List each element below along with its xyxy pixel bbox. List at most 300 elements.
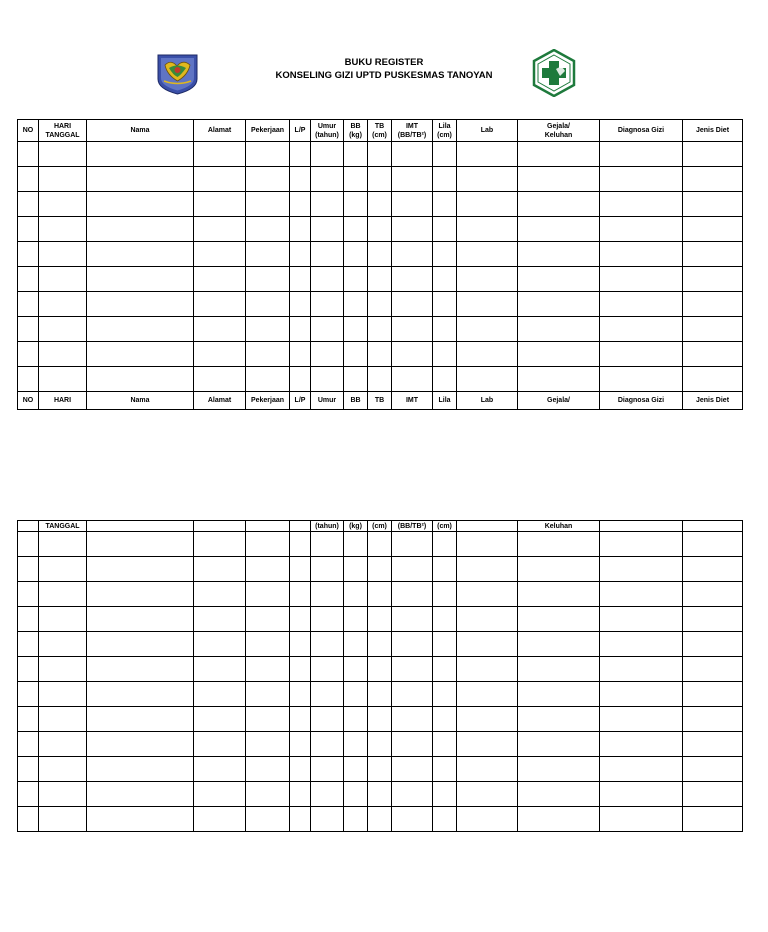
table-cell[interactable] xyxy=(87,342,194,367)
table-cell[interactable] xyxy=(194,367,246,392)
table-cell[interactable] xyxy=(87,782,194,807)
table-cell[interactable] xyxy=(311,782,344,807)
table-cell[interactable] xyxy=(433,532,457,557)
table-cell[interactable] xyxy=(457,267,518,292)
table-cell[interactable] xyxy=(290,367,311,392)
table-cell[interactable] xyxy=(600,532,683,557)
table-cell[interactable] xyxy=(87,317,194,342)
table-cell[interactable] xyxy=(518,582,600,607)
table-cell[interactable] xyxy=(344,142,368,167)
table-cell[interactable] xyxy=(344,192,368,217)
table-cell[interactable] xyxy=(246,632,290,657)
table-cell[interactable] xyxy=(392,782,433,807)
table-cell[interactable] xyxy=(311,557,344,582)
table-cell[interactable] xyxy=(194,632,246,657)
table-cell[interactable] xyxy=(368,342,392,367)
table-cell[interactable] xyxy=(368,732,392,757)
table-cell[interactable] xyxy=(311,192,344,217)
table-cell[interactable] xyxy=(392,192,433,217)
table-cell[interactable] xyxy=(87,732,194,757)
table-cell[interactable] xyxy=(392,167,433,192)
table-cell[interactable] xyxy=(18,757,39,782)
table-cell[interactable] xyxy=(290,217,311,242)
table-cell[interactable] xyxy=(368,757,392,782)
table-cell[interactable] xyxy=(311,292,344,317)
table-cell[interactable] xyxy=(246,557,290,582)
table-cell[interactable] xyxy=(392,342,433,367)
table-cell[interactable] xyxy=(392,607,433,632)
table-cell[interactable] xyxy=(344,582,368,607)
table-cell[interactable] xyxy=(39,532,87,557)
table-cell[interactable] xyxy=(683,292,743,317)
table-cell[interactable] xyxy=(344,607,368,632)
table-cell[interactable] xyxy=(290,807,311,832)
table-cell[interactable] xyxy=(311,657,344,682)
table-cell[interactable] xyxy=(600,167,683,192)
table-cell[interactable] xyxy=(600,367,683,392)
table-cell[interactable] xyxy=(433,582,457,607)
table-cell[interactable] xyxy=(683,582,743,607)
table-cell[interactable] xyxy=(433,167,457,192)
table-cell[interactable] xyxy=(392,807,433,832)
table-cell[interactable] xyxy=(368,782,392,807)
table-cell[interactable] xyxy=(290,607,311,632)
table-cell[interactable] xyxy=(368,657,392,682)
table-cell[interactable] xyxy=(368,192,392,217)
table-cell[interactable] xyxy=(87,217,194,242)
table-cell[interactable] xyxy=(368,707,392,732)
table-cell[interactable] xyxy=(87,707,194,732)
table-cell[interactable] xyxy=(311,757,344,782)
table-cell[interactable] xyxy=(392,632,433,657)
table-cell[interactable] xyxy=(392,532,433,557)
table-cell[interactable] xyxy=(311,682,344,707)
table-cell[interactable] xyxy=(368,267,392,292)
table-cell[interactable] xyxy=(518,732,600,757)
table-cell[interactable] xyxy=(457,757,518,782)
table-cell[interactable] xyxy=(600,757,683,782)
table-cell[interactable] xyxy=(683,142,743,167)
table-cell[interactable] xyxy=(392,582,433,607)
table-cell[interactable] xyxy=(194,707,246,732)
table-cell[interactable] xyxy=(311,342,344,367)
table-cell[interactable] xyxy=(368,317,392,342)
table-cell[interactable] xyxy=(18,682,39,707)
table-cell[interactable] xyxy=(246,757,290,782)
table-cell[interactable] xyxy=(518,317,600,342)
table-cell[interactable] xyxy=(344,167,368,192)
table-cell[interactable] xyxy=(246,607,290,632)
table-cell[interactable] xyxy=(344,557,368,582)
table-cell[interactable] xyxy=(683,367,743,392)
table-cell[interactable] xyxy=(194,582,246,607)
table-cell[interactable] xyxy=(683,807,743,832)
table-cell[interactable] xyxy=(683,607,743,632)
table-cell[interactable] xyxy=(39,167,87,192)
table-cell[interactable] xyxy=(246,532,290,557)
table-cell[interactable] xyxy=(392,292,433,317)
table-cell[interactable] xyxy=(433,807,457,832)
table-cell[interactable] xyxy=(194,732,246,757)
table-cell[interactable] xyxy=(600,217,683,242)
table-cell[interactable] xyxy=(18,582,39,607)
table-cell[interactable] xyxy=(518,217,600,242)
table-cell[interactable] xyxy=(39,782,87,807)
table-cell[interactable] xyxy=(433,292,457,317)
table-cell[interactable] xyxy=(290,292,311,317)
table-cell[interactable] xyxy=(368,557,392,582)
table-cell[interactable] xyxy=(392,757,433,782)
table-cell[interactable] xyxy=(87,167,194,192)
table-cell[interactable] xyxy=(87,532,194,557)
table-cell[interactable] xyxy=(683,532,743,557)
table-cell[interactable] xyxy=(311,242,344,267)
table-cell[interactable] xyxy=(392,267,433,292)
table-cell[interactable] xyxy=(87,142,194,167)
table-cell[interactable] xyxy=(18,142,39,167)
table-cell[interactable] xyxy=(290,657,311,682)
table-cell[interactable] xyxy=(39,192,87,217)
table-cell[interactable] xyxy=(600,242,683,267)
table-cell[interactable] xyxy=(600,582,683,607)
table-cell[interactable] xyxy=(600,732,683,757)
table-cell[interactable] xyxy=(194,342,246,367)
table-cell[interactable] xyxy=(246,167,290,192)
table-cell[interactable] xyxy=(433,607,457,632)
table-cell[interactable] xyxy=(18,732,39,757)
table-cell[interactable] xyxy=(518,557,600,582)
table-cell[interactable] xyxy=(18,292,39,317)
table-cell[interactable] xyxy=(368,582,392,607)
table-cell[interactable] xyxy=(39,242,87,267)
table-cell[interactable] xyxy=(600,707,683,732)
table-cell[interactable] xyxy=(368,367,392,392)
table-cell[interactable] xyxy=(290,532,311,557)
table-cell[interactable] xyxy=(290,757,311,782)
table-cell[interactable] xyxy=(290,192,311,217)
table-cell[interactable] xyxy=(246,367,290,392)
table-cell[interactable] xyxy=(344,267,368,292)
table-cell[interactable] xyxy=(433,192,457,217)
table-cell[interactable] xyxy=(518,632,600,657)
table-cell[interactable] xyxy=(600,782,683,807)
table-cell[interactable] xyxy=(87,632,194,657)
table-cell[interactable] xyxy=(39,292,87,317)
table-cell[interactable] xyxy=(18,807,39,832)
table-cell[interactable] xyxy=(344,682,368,707)
table-cell[interactable] xyxy=(87,757,194,782)
table-cell[interactable] xyxy=(433,757,457,782)
table-cell[interactable] xyxy=(344,707,368,732)
table-cell[interactable] xyxy=(344,342,368,367)
table-cell[interactable] xyxy=(457,532,518,557)
table-cell[interactable] xyxy=(518,192,600,217)
table-cell[interactable] xyxy=(311,367,344,392)
table-cell[interactable] xyxy=(392,657,433,682)
table-cell[interactable] xyxy=(194,317,246,342)
table-cell[interactable] xyxy=(87,682,194,707)
table-cell[interactable] xyxy=(518,657,600,682)
table-cell[interactable] xyxy=(600,632,683,657)
table-cell[interactable] xyxy=(344,782,368,807)
table-cell[interactable] xyxy=(344,807,368,832)
table-cell[interactable] xyxy=(683,732,743,757)
table-cell[interactable] xyxy=(368,292,392,317)
table-cell[interactable] xyxy=(194,167,246,192)
table-cell[interactable] xyxy=(18,532,39,557)
table-cell[interactable] xyxy=(683,682,743,707)
table-cell[interactable] xyxy=(87,807,194,832)
table-cell[interactable] xyxy=(518,367,600,392)
table-cell[interactable] xyxy=(194,142,246,167)
table-cell[interactable] xyxy=(18,707,39,732)
table-cell[interactable] xyxy=(194,807,246,832)
table-cell[interactable] xyxy=(246,657,290,682)
table-cell[interactable] xyxy=(368,632,392,657)
table-cell[interactable] xyxy=(194,682,246,707)
table-cell[interactable] xyxy=(246,807,290,832)
table-cell[interactable] xyxy=(344,367,368,392)
table-cell[interactable] xyxy=(39,367,87,392)
table-cell[interactable] xyxy=(311,267,344,292)
table-cell[interactable] xyxy=(683,342,743,367)
table-cell[interactable] xyxy=(18,367,39,392)
table-cell[interactable] xyxy=(311,217,344,242)
table-cell[interactable] xyxy=(87,582,194,607)
table-cell[interactable] xyxy=(683,242,743,267)
table-cell[interactable] xyxy=(600,657,683,682)
table-cell[interactable] xyxy=(246,142,290,167)
table-cell[interactable] xyxy=(194,217,246,242)
table-cell[interactable] xyxy=(457,782,518,807)
table-cell[interactable] xyxy=(600,292,683,317)
table-cell[interactable] xyxy=(457,342,518,367)
table-cell[interactable] xyxy=(683,317,743,342)
table-cell[interactable] xyxy=(39,807,87,832)
table-cell[interactable] xyxy=(18,217,39,242)
table-cell[interactable] xyxy=(457,657,518,682)
table-cell[interactable] xyxy=(194,292,246,317)
table-cell[interactable] xyxy=(246,242,290,267)
table-cell[interactable] xyxy=(683,192,743,217)
table-cell[interactable] xyxy=(600,607,683,632)
table-cell[interactable] xyxy=(518,782,600,807)
table-cell[interactable] xyxy=(368,807,392,832)
table-cell[interactable] xyxy=(518,682,600,707)
table-cell[interactable] xyxy=(683,657,743,682)
table-cell[interactable] xyxy=(518,757,600,782)
table-cell[interactable] xyxy=(433,657,457,682)
table-cell[interactable] xyxy=(457,192,518,217)
table-cell[interactable] xyxy=(39,582,87,607)
table-cell[interactable] xyxy=(457,167,518,192)
table-cell[interactable] xyxy=(87,242,194,267)
table-cell[interactable] xyxy=(518,607,600,632)
table-cell[interactable] xyxy=(600,267,683,292)
table-cell[interactable] xyxy=(39,632,87,657)
table-cell[interactable] xyxy=(194,192,246,217)
table-cell[interactable] xyxy=(194,242,246,267)
table-cell[interactable] xyxy=(433,242,457,267)
table-cell[interactable] xyxy=(368,682,392,707)
table-cell[interactable] xyxy=(392,142,433,167)
table-cell[interactable] xyxy=(18,557,39,582)
table-cell[interactable] xyxy=(290,732,311,757)
table-cell[interactable] xyxy=(433,632,457,657)
table-cell[interactable] xyxy=(39,342,87,367)
table-cell[interactable] xyxy=(457,607,518,632)
table-cell[interactable] xyxy=(457,317,518,342)
table-cell[interactable] xyxy=(518,167,600,192)
table-cell[interactable] xyxy=(457,217,518,242)
table-cell[interactable] xyxy=(433,142,457,167)
table-cell[interactable] xyxy=(344,317,368,342)
table-cell[interactable] xyxy=(246,582,290,607)
table-cell[interactable] xyxy=(392,367,433,392)
table-cell[interactable] xyxy=(311,532,344,557)
table-cell[interactable] xyxy=(368,217,392,242)
table-cell[interactable] xyxy=(392,242,433,267)
table-cell[interactable] xyxy=(39,657,87,682)
table-cell[interactable] xyxy=(457,557,518,582)
table-cell[interactable] xyxy=(39,317,87,342)
table-cell[interactable] xyxy=(600,557,683,582)
table-cell[interactable] xyxy=(518,707,600,732)
table-cell[interactable] xyxy=(246,682,290,707)
table-cell[interactable] xyxy=(683,782,743,807)
table-cell[interactable] xyxy=(311,707,344,732)
table-cell[interactable] xyxy=(344,657,368,682)
table-cell[interactable] xyxy=(290,582,311,607)
table-cell[interactable] xyxy=(518,142,600,167)
table-cell[interactable] xyxy=(457,142,518,167)
table-cell[interactable] xyxy=(311,807,344,832)
table-cell[interactable] xyxy=(344,532,368,557)
table-cell[interactable] xyxy=(87,292,194,317)
table-cell[interactable] xyxy=(518,532,600,557)
table-cell[interactable] xyxy=(39,682,87,707)
table-cell[interactable] xyxy=(600,682,683,707)
table-cell[interactable] xyxy=(290,242,311,267)
table-cell[interactable] xyxy=(392,217,433,242)
table-cell[interactable] xyxy=(518,342,600,367)
table-cell[interactable] xyxy=(290,632,311,657)
table-cell[interactable] xyxy=(290,142,311,167)
table-cell[interactable] xyxy=(246,342,290,367)
table-cell[interactable] xyxy=(683,267,743,292)
table-cell[interactable] xyxy=(344,217,368,242)
table-cell[interactable] xyxy=(18,607,39,632)
table-cell[interactable] xyxy=(39,732,87,757)
table-cell[interactable] xyxy=(290,707,311,732)
table-cell[interactable] xyxy=(311,167,344,192)
table-cell[interactable] xyxy=(518,242,600,267)
table-cell[interactable] xyxy=(290,167,311,192)
table-cell[interactable] xyxy=(433,732,457,757)
table-cell[interactable] xyxy=(87,557,194,582)
table-cell[interactable] xyxy=(290,557,311,582)
table-cell[interactable] xyxy=(290,267,311,292)
table-cell[interactable] xyxy=(246,267,290,292)
table-cell[interactable] xyxy=(18,657,39,682)
table-cell[interactable] xyxy=(18,167,39,192)
table-cell[interactable] xyxy=(87,367,194,392)
table-cell[interactable] xyxy=(433,367,457,392)
table-cell[interactable] xyxy=(368,142,392,167)
table-cell[interactable] xyxy=(311,142,344,167)
table-cell[interactable] xyxy=(18,632,39,657)
table-cell[interactable] xyxy=(518,807,600,832)
table-cell[interactable] xyxy=(457,242,518,267)
table-cell[interactable] xyxy=(344,757,368,782)
table-cell[interactable] xyxy=(194,782,246,807)
table-cell[interactable] xyxy=(311,582,344,607)
table-cell[interactable] xyxy=(39,267,87,292)
table-cell[interactable] xyxy=(392,682,433,707)
table-cell[interactable] xyxy=(457,367,518,392)
table-cell[interactable] xyxy=(18,267,39,292)
table-cell[interactable] xyxy=(87,192,194,217)
table-cell[interactable] xyxy=(246,707,290,732)
table-cell[interactable] xyxy=(368,532,392,557)
table-cell[interactable] xyxy=(518,267,600,292)
table-cell[interactable] xyxy=(246,782,290,807)
table-cell[interactable] xyxy=(392,317,433,342)
table-cell[interactable] xyxy=(246,732,290,757)
table-cell[interactable] xyxy=(433,707,457,732)
table-cell[interactable] xyxy=(194,267,246,292)
table-cell[interactable] xyxy=(457,707,518,732)
table-cell[interactable] xyxy=(683,632,743,657)
table-cell[interactable] xyxy=(18,192,39,217)
table-cell[interactable] xyxy=(368,607,392,632)
table-cell[interactable] xyxy=(246,217,290,242)
table-cell[interactable] xyxy=(290,682,311,707)
table-cell[interactable] xyxy=(433,217,457,242)
table-cell[interactable] xyxy=(433,557,457,582)
table-cell[interactable] xyxy=(433,317,457,342)
table-cell[interactable] xyxy=(683,557,743,582)
table-cell[interactable] xyxy=(18,317,39,342)
table-cell[interactable] xyxy=(683,167,743,192)
table-cell[interactable] xyxy=(344,292,368,317)
table-cell[interactable] xyxy=(39,142,87,167)
table-cell[interactable] xyxy=(246,192,290,217)
table-cell[interactable] xyxy=(344,632,368,657)
table-cell[interactable] xyxy=(87,657,194,682)
table-cell[interactable] xyxy=(683,217,743,242)
table-cell[interactable] xyxy=(246,317,290,342)
table-cell[interactable] xyxy=(194,557,246,582)
table-cell[interactable] xyxy=(433,782,457,807)
table-cell[interactable] xyxy=(683,707,743,732)
table-cell[interactable] xyxy=(344,242,368,267)
table-cell[interactable] xyxy=(457,682,518,707)
table-cell[interactable] xyxy=(194,532,246,557)
table-cell[interactable] xyxy=(600,807,683,832)
table-cell[interactable] xyxy=(246,292,290,317)
table-cell[interactable] xyxy=(600,342,683,367)
table-cell[interactable] xyxy=(290,317,311,342)
table-cell[interactable] xyxy=(600,317,683,342)
table-cell[interactable] xyxy=(18,342,39,367)
table-cell[interactable] xyxy=(457,732,518,757)
table-cell[interactable] xyxy=(194,657,246,682)
table-cell[interactable] xyxy=(392,707,433,732)
table-cell[interactable] xyxy=(39,607,87,632)
table-cell[interactable] xyxy=(290,342,311,367)
table-cell[interactable] xyxy=(39,757,87,782)
